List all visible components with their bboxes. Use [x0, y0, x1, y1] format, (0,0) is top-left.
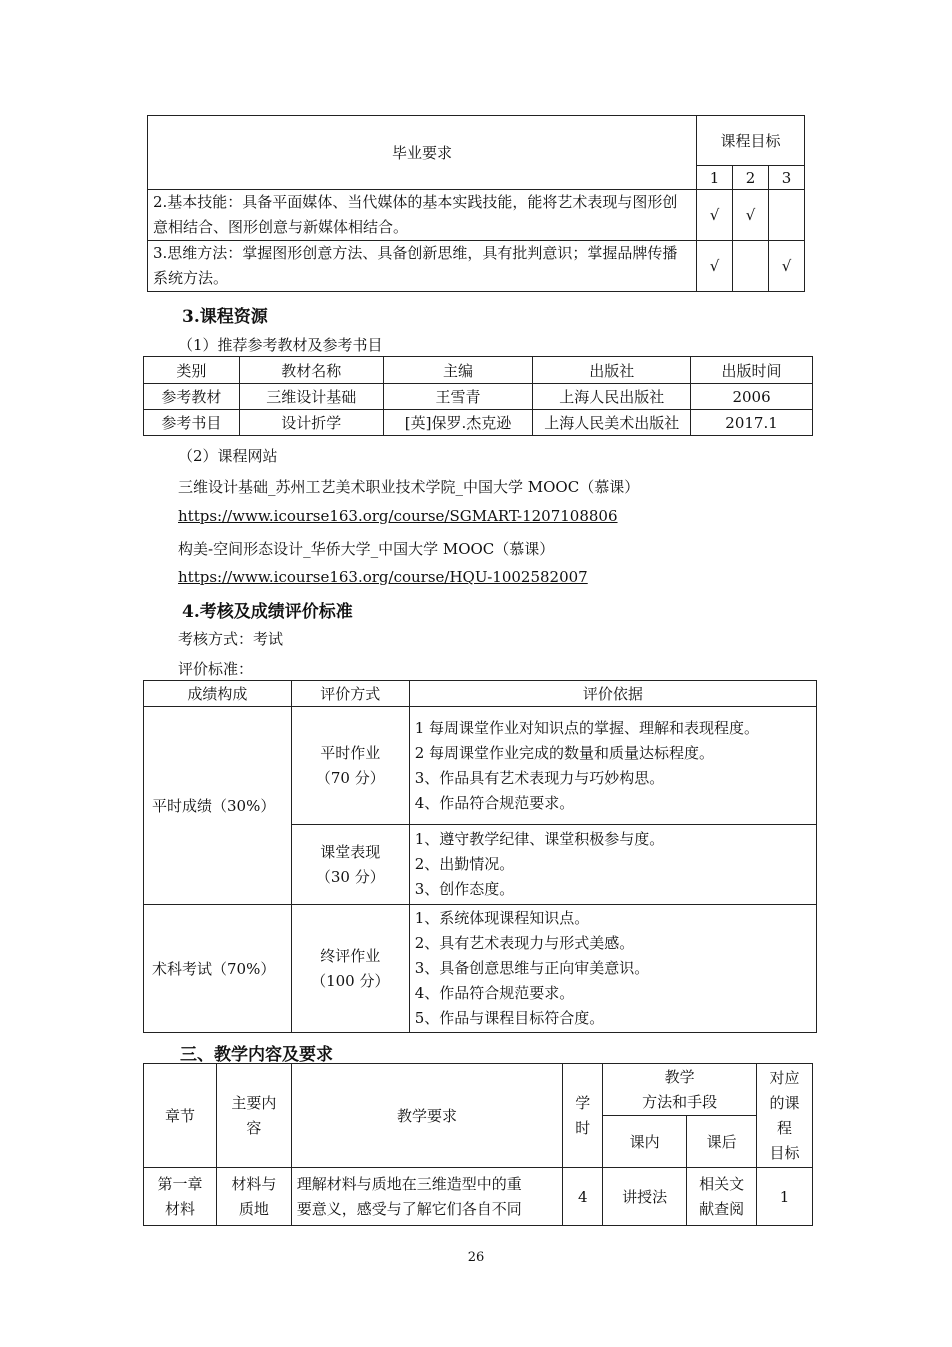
- eval-basis-line: 2、具有艺术表现力与形式美感。: [414, 934, 635, 952]
- eval-method: [291, 707, 409, 825]
- eval-basis: [409, 707, 816, 825]
- goal-cell: 1: [757, 1168, 813, 1226]
- requirements-line: 理解材料与质地在三维造型中的重: [296, 1174, 522, 1193]
- eval-basis-line: 2、出勤情况。: [414, 855, 515, 873]
- header-content-line: 主要内: [231, 1093, 277, 1112]
- header-hours-line: 时: [575, 1118, 591, 1137]
- header-method-line: 方法和手段: [642, 1092, 718, 1111]
- assessment-header: 评价方式: [291, 681, 409, 707]
- eval-method-name: 课堂表现: [320, 842, 381, 861]
- books-header: 教材名称: [239, 357, 383, 384]
- books-cell: 上海人民美术出版社: [533, 410, 691, 436]
- books-cell: 设计折学: [239, 410, 383, 436]
- check-mark: [733, 241, 769, 292]
- header-requirements: 教学要求: [291, 1064, 563, 1168]
- header-method: [603, 1064, 757, 1116]
- check-mark: √: [733, 190, 769, 241]
- course-site-name: 三维设计基础_苏州工艺美术职业技术学院_中国大学 MOOC（慕课）: [178, 478, 640, 496]
- eval-basis-line: 5、作品与课程目标符合度。: [414, 1009, 605, 1027]
- eval-basis: [409, 905, 816, 1033]
- books-cell: [英]保罗.杰克逊: [383, 410, 533, 436]
- eval-method-score: （30 分）: [315, 867, 385, 886]
- page-number: 26: [467, 1250, 485, 1265]
- after-class-line: 相关文: [699, 1174, 745, 1193]
- header-goal-line: 程: [777, 1118, 793, 1137]
- eval-basis-line: 4、作品符合规范要求。: [414, 984, 575, 1002]
- eval-basis-line: 1、遵守教学纪律、课堂积极参与度。: [414, 830, 665, 848]
- eval-method-name: 平时作业: [320, 743, 381, 762]
- header-in-class: 课内: [603, 1116, 687, 1168]
- header-hours-line: 学: [575, 1093, 591, 1112]
- books-cell: 参考书目: [144, 410, 240, 436]
- requirements-line: 要意义，感受与了解它们各自不同: [296, 1199, 522, 1218]
- course-goal-header: 课程目标: [697, 116, 805, 166]
- books-table: [143, 356, 813, 436]
- goal-num: 3: [769, 166, 805, 190]
- assessment-header: 评价依据: [409, 681, 816, 707]
- check-mark: √: [697, 241, 733, 292]
- content-cell: [216, 1168, 291, 1226]
- content-line: 质地: [238, 1199, 269, 1218]
- books-cell: 2006: [691, 384, 813, 410]
- books-header: 主编: [383, 357, 533, 384]
- books-cell: 上海人民出版社: [533, 384, 691, 410]
- header-goal-line: 目标: [769, 1143, 800, 1162]
- grad-req-header: 毕业要求: [148, 116, 697, 190]
- books-cell: 2017.1: [691, 410, 813, 436]
- eval-basis-line: 3、创作态度。: [414, 880, 515, 898]
- after-class-cell: [687, 1168, 757, 1226]
- books-cell: 参考教材: [144, 384, 240, 410]
- chapter-line: 第一章: [157, 1174, 203, 1193]
- hours-cell: 4: [563, 1168, 603, 1226]
- header-content: [216, 1064, 291, 1168]
- eval-basis-line: 3、作品具有艺术表现力与巧妙构思。: [414, 768, 665, 787]
- grad-req-text: 2.基本技能：具备平面媒体、当代媒体的基本实践技能，能将艺术表现与图形创意相结合、图形创意与新媒体相结合。: [148, 190, 697, 241]
- grad-req-text: 3.思维方法：掌握图形创意方法、具备创新思维，具有批判意识；掌握品牌传播系统方法。: [148, 241, 697, 292]
- chapter-cell: [144, 1168, 217, 1226]
- criteria-label: 评价标准：: [178, 660, 254, 678]
- course-site-name: 构美-空间形态设计_华侨大学_中国大学 MOOC（慕课）: [178, 540, 555, 558]
- header-goal: [757, 1064, 813, 1168]
- header-goal-line: 的课: [769, 1093, 800, 1112]
- books-cell: 王雪青: [383, 384, 533, 410]
- eval-method-name: 终评作业: [320, 946, 381, 965]
- books-header: 类别: [144, 357, 240, 384]
- teaching-content-table: [143, 1063, 813, 1226]
- header-method-line: 教学: [664, 1067, 695, 1086]
- assessment-header: 成绩构成: [144, 681, 292, 707]
- grade-component: 平时成绩（30%）: [144, 707, 292, 905]
- eval-basis-line: 4、作品符合规范要求。: [414, 793, 575, 812]
- chapter-line: 材料: [164, 1199, 195, 1218]
- goal-num: 2: [733, 166, 769, 190]
- eval-method: [291, 825, 409, 905]
- grad-req-table: [147, 115, 805, 292]
- section-title: 三、教学内容及要求: [180, 1045, 333, 1065]
- after-class-line: 献查阅: [699, 1199, 745, 1218]
- eval-basis-line: 1、系统体现课程知识点。: [414, 909, 590, 927]
- eval-method: [291, 905, 409, 1033]
- requirements-cell: [291, 1168, 563, 1226]
- eval-basis-line: 3、具备创意思维与正向审美意识。: [414, 959, 650, 977]
- books-cell: 三维设计基础: [239, 384, 383, 410]
- check-mark: √: [697, 190, 733, 241]
- eval-method-score: （70 分）: [315, 768, 385, 787]
- section-title: 3.课程资源: [182, 307, 268, 327]
- section-title: 4.考核及成绩评价标准: [182, 602, 353, 622]
- assessment-table: [143, 680, 817, 1033]
- content-line: 材料与: [231, 1174, 277, 1193]
- subsection-title: （2）课程网站: [178, 447, 278, 465]
- books-header: 出版时间: [691, 357, 813, 384]
- course-site-link[interactable]: https://www.icourse163.org/course/SGMART-1207108806: [178, 507, 618, 525]
- eval-basis-line: 1 每周课堂作业对知识点的掌握、理解和表现程度。: [414, 718, 760, 737]
- eval-method-score: （100 分）: [311, 971, 390, 990]
- header-after-class: 课后: [687, 1116, 757, 1168]
- header-chapter: 章节: [144, 1064, 217, 1168]
- eval-basis: [409, 825, 816, 905]
- check-mark: [769, 190, 805, 241]
- header-content-line: 容: [246, 1118, 262, 1137]
- books-header: 出版社: [533, 357, 691, 384]
- header-goal-line: 对应: [769, 1068, 800, 1087]
- header-hours: [563, 1064, 603, 1168]
- subsection-title: （1）推荐参考教材及参考书目: [178, 336, 383, 354]
- goal-num: 1: [697, 166, 733, 190]
- assessment-method: 考核方式：考试: [178, 630, 284, 648]
- grade-component: 术科考试（70%）: [144, 905, 292, 1033]
- eval-basis-line: 2 每周课堂作业完成的数量和质量达标程度。: [414, 743, 715, 762]
- in-class-method-cell: 讲授法: [603, 1168, 687, 1226]
- course-site-link[interactable]: https://www.icourse163.org/course/HQU-1002582007: [178, 568, 588, 586]
- check-mark: √: [769, 241, 805, 292]
